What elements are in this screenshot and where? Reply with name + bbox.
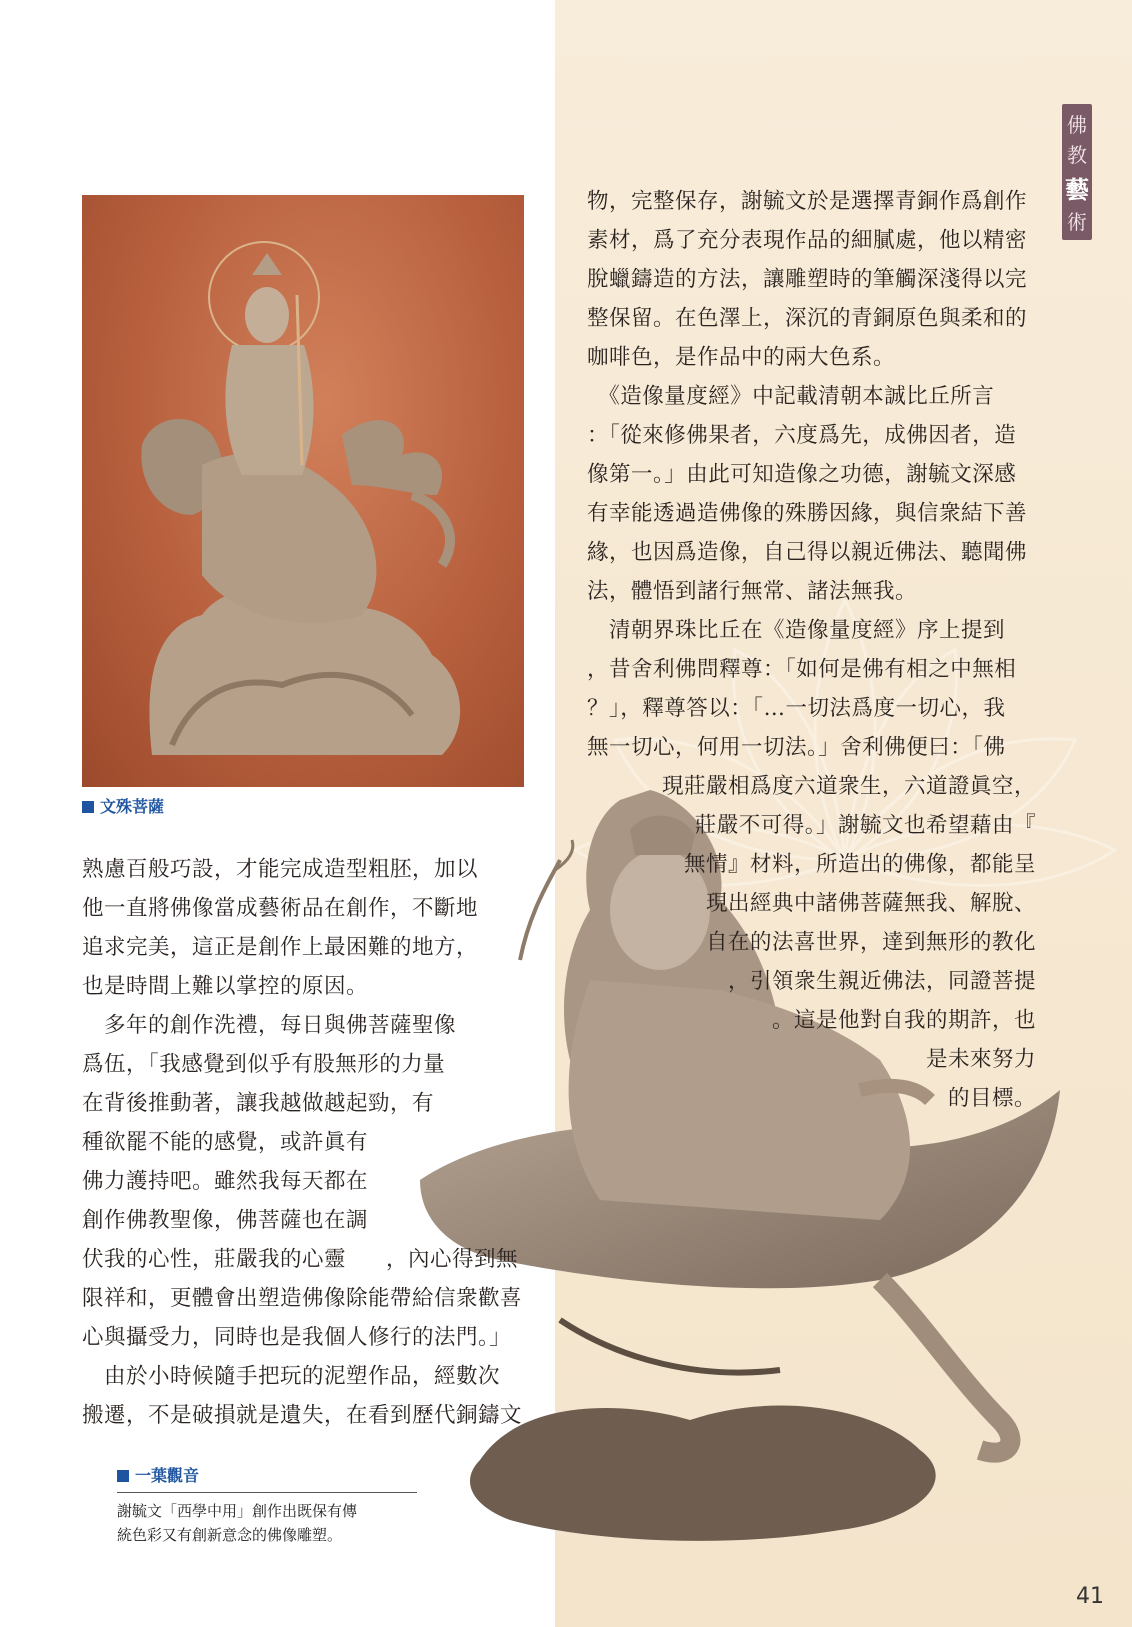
text-line: 無一切心，何用一切法。」舍利佛便曰：「佛 [587, 735, 1006, 760]
text-line: 緣，也因爲造像，自己得以親近佛法、聽聞佛 [587, 540, 1028, 565]
text-line: 限祥和，更體會出塑造佛像除能帶給信衆歡喜 [82, 1286, 523, 1311]
text-line: 是未來努力 [925, 1047, 1036, 1072]
caption-guanyin-desc-2: 統色彩又有創新意念的佛像雕塑。 [117, 1526, 343, 1544]
text-line: 咖啡色，是作品中的兩大色系。 [587, 345, 896, 370]
text-line: 由於小時候隨手把玩的泥塑作品，經數次 [82, 1364, 501, 1389]
text-line: 有幸能透過造佛像的殊勝因緣，與信衆結下善 [587, 501, 1028, 526]
text-line: 像第一。」由此可知造像之功德，謝毓文深感 [587, 462, 1017, 487]
text-line: 整保留。在色澤上，深沉的青銅原色與柔和的 [587, 306, 1028, 331]
text-line: 的目標。 [947, 1086, 1036, 1111]
right-column-text [587, 182, 1027, 767]
text-line: 脫蠟鑄造的方法，讓雕塑時的筆觸深淺得以完 [587, 267, 1028, 292]
text-line: 搬遷，不是破損就是遺失，在看到歷代銅鑄文 [82, 1403, 523, 1428]
caption-manjusri [82, 794, 164, 817]
text-line: 素材，爲了充分表現作品的細膩處，他以精密 [587, 228, 1028, 253]
text-line: ，引領衆生親近佛法，同證菩提 [727, 969, 1036, 994]
text-line: 法，體悟到諸行無常、諸法無我。 [587, 579, 918, 604]
caption-divider [117, 1492, 417, 1493]
text-line: 在背後推動著，讓我越做越起勁，有 [82, 1091, 435, 1116]
caption-guanyin-title-text: 一葉觀音 [135, 1466, 200, 1485]
caption-guanyin-desc-1: 謝毓文「西學中用」創作出既保有傳 [117, 1502, 358, 1520]
text-line: 清朝界珠比丘在《造像量度經》序上提到 [587, 618, 1006, 643]
section-label-char-1: 佛 [1067, 112, 1087, 137]
text-line: 無情』材料，所造出的佛像，都能呈 [683, 852, 1036, 877]
left-column-text [82, 850, 522, 1435]
manjusri-statue-photo [82, 195, 524, 787]
text-line: 追求完美，這正是創作上最困難的地方， [82, 935, 479, 960]
text-line: 多年的創作洗禮，每日與佛菩薩聖像 [82, 1013, 457, 1038]
text-line: 。這是他對自我的期許，也 [771, 1008, 1036, 1033]
text-line: 物，完整保存，謝毓文於是選擇青銅作爲創作 [587, 189, 1028, 214]
page-number: 41 [1076, 1584, 1104, 1609]
text-line: 熟慮百般巧設，才能完成造型粗胚，加以 [82, 857, 479, 882]
text-line: 現出經典中諸佛菩薩無我、解脫、 [705, 891, 1036, 916]
caption-square-icon [82, 801, 94, 813]
text-line: 創作佛教聖像，佛菩薩也在調 [82, 1208, 369, 1233]
caption-square-icon [117, 1470, 129, 1482]
text-line: 自在的法喜世界，達到無形的教化 [705, 930, 1036, 955]
text-line: ，昔舍利佛問釋尊：「如何是佛有相之中無相 [587, 657, 1017, 682]
text-segment: 伏我的心性，莊嚴我的心靈 [82, 1247, 347, 1272]
text-line: 他一直將佛像當成藝術品在創作，不斷地 [82, 896, 479, 921]
text-line: 《造像量度經》中記載清朝本誠比丘所言 [587, 384, 995, 409]
section-label-buddhist-art [1062, 104, 1092, 240]
text-segment: ，內心得到無 [386, 1247, 519, 1272]
right-column-wrap-text [662, 767, 1036, 1118]
text-line: 也是時間上難以掌控的原因。 [82, 974, 369, 999]
text-line-split [82, 1240, 522, 1279]
caption-guanyin-title [117, 1463, 437, 1486]
section-label-char-3: 藝 [1065, 174, 1089, 204]
text-line: 種欲罷不能的感覺，或許眞有 [82, 1130, 369, 1155]
caption-guanyin [117, 1463, 437, 1547]
text-line: 莊嚴不可得。」謝毓文也希望藉由『 [694, 813, 1036, 838]
text-line: ？」，釋尊答以：「…一切法爲度一切心，我 [587, 696, 1006, 721]
section-label-char-4: 術 [1067, 210, 1087, 235]
caption-manjusri-text: 文殊菩薩 [100, 797, 165, 816]
text-line: ：「從來修佛果者，六度爲先，成佛因者，造 [587, 423, 1017, 448]
text-line: 爲伍，「我感覺到似乎有股無形的力量 [82, 1052, 446, 1077]
text-line: 現莊嚴相爲度六道衆生，六道證眞空， [661, 774, 1036, 799]
manjusri-statue-illustration [82, 195, 524, 787]
text-line: 心與攝受力，同時也是我個人修行的法門。」 [82, 1325, 512, 1350]
section-label-char-2: 教 [1067, 143, 1087, 168]
text-line: 佛力護持吧。雖然我每天都在 [82, 1169, 369, 1194]
